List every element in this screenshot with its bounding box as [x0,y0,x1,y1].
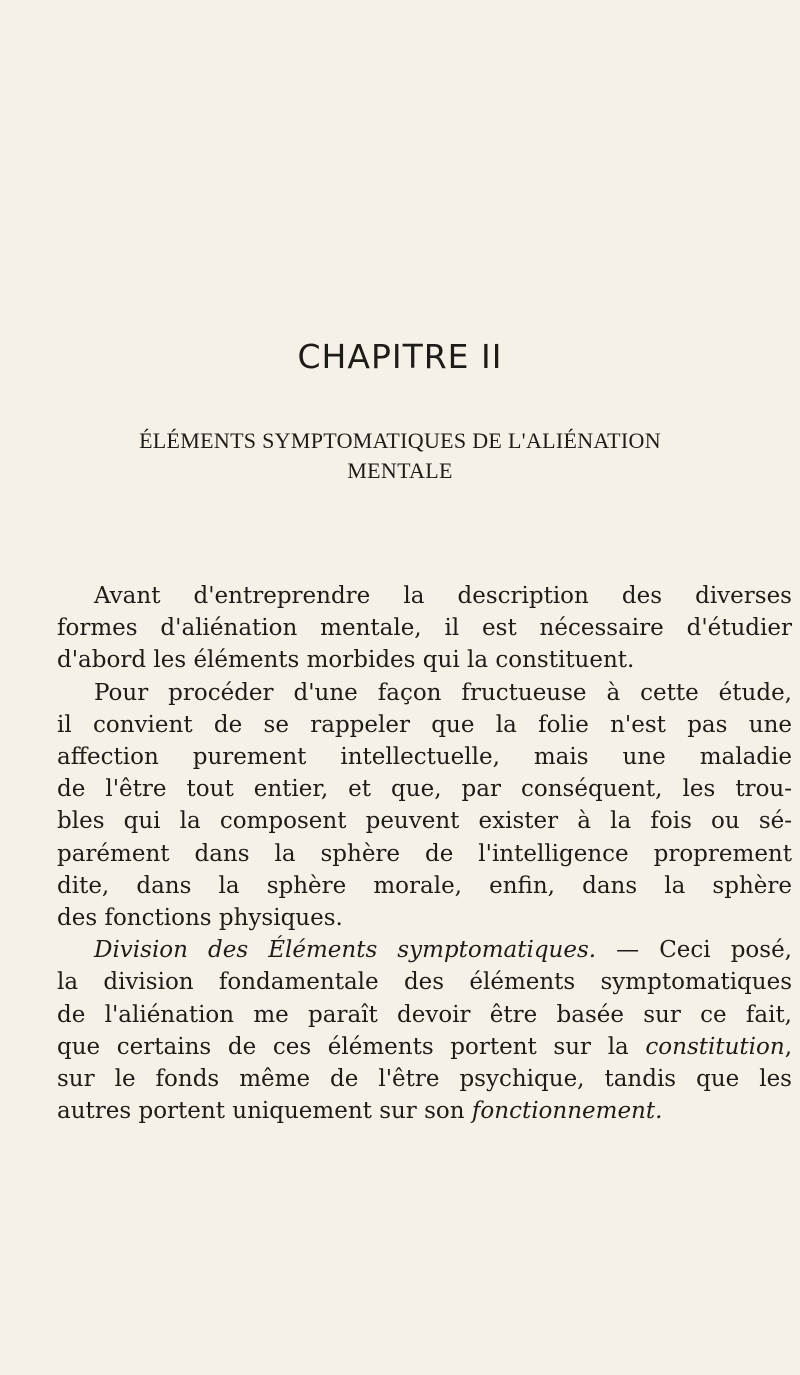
emphasis-constitution: constitution [645,1033,785,1060]
paragraph-2-line-5: bles qui la composent peuvent exister à la fois ou sé- [57,808,792,835]
paragraph-3-line-1 [57,934,792,966]
paragraph-3-line-5: sur le fonds même de l'être psychique, tandis que les [57,1066,792,1093]
chapter-title-line-2: MENTALE [347,458,453,483]
paragraph-1-line-2: formes d'aliénation mentale, il est nécessaire d'étudier [57,615,792,642]
paragraph-2-line-1: Pour procéder d'une façon fructueuse à cette étude, [94,679,792,706]
paragraph-3-line-6-start: autres portent uniquement sur son [57,1098,472,1125]
paragraph-2-line-8: des fonctions physiques. [57,905,343,932]
chapter-title [60,426,740,486]
paragraph-2-line-4: de l'être tout entier, et que, par conséquent, les trou- [57,776,792,803]
paragraph-3-line-2: la division fondamentale des éléments symptomatiques [57,969,792,996]
paragraph-3-line-3: de l'aliénation me paraît devoir être basée sur ce fait, [57,1001,792,1028]
paragraph-2-line-7: dite, dans la sphère morale, enfin, dans la sphère [57,872,792,899]
paragraph-3-line-4-start: que certains de ces éléments portent sur la [57,1033,646,1060]
paragraph-2-line-2: il convient de se rappeler que la folie n'est pas une [57,711,792,738]
paragraph-3-line-1-rest: — Ceci posé, [596,937,792,964]
chapter-heading: CHAPITRE II [297,337,503,376]
paragraph-3-line-4 [57,1031,792,1063]
chapter-title-line-1: ÉLÉMENTS SYMPTOMATIQUES DE L'ALIÉNATION [139,428,661,453]
paragraph-3-line-4-end: , [784,1033,792,1060]
paragraph-3-line-6 [57,1095,792,1127]
emphasis-fonctionnement: fonctionnement. [471,1098,663,1125]
paragraph-1-line-3: d'abord les éléments morbides qui la constituent. [57,647,635,674]
section-heading: Division des Éléments symptomatiques. [94,937,597,964]
paragraph-2-line-3: affection purement intellectuelle, mais une maladie [57,744,792,771]
body-text [57,580,792,1127]
paragraph-1-line-1: Avant d'entreprendre la description des diverses [94,583,792,609]
paragraph-2-line-6: parément dans la sphère de l'intelligence proprement [57,840,792,867]
